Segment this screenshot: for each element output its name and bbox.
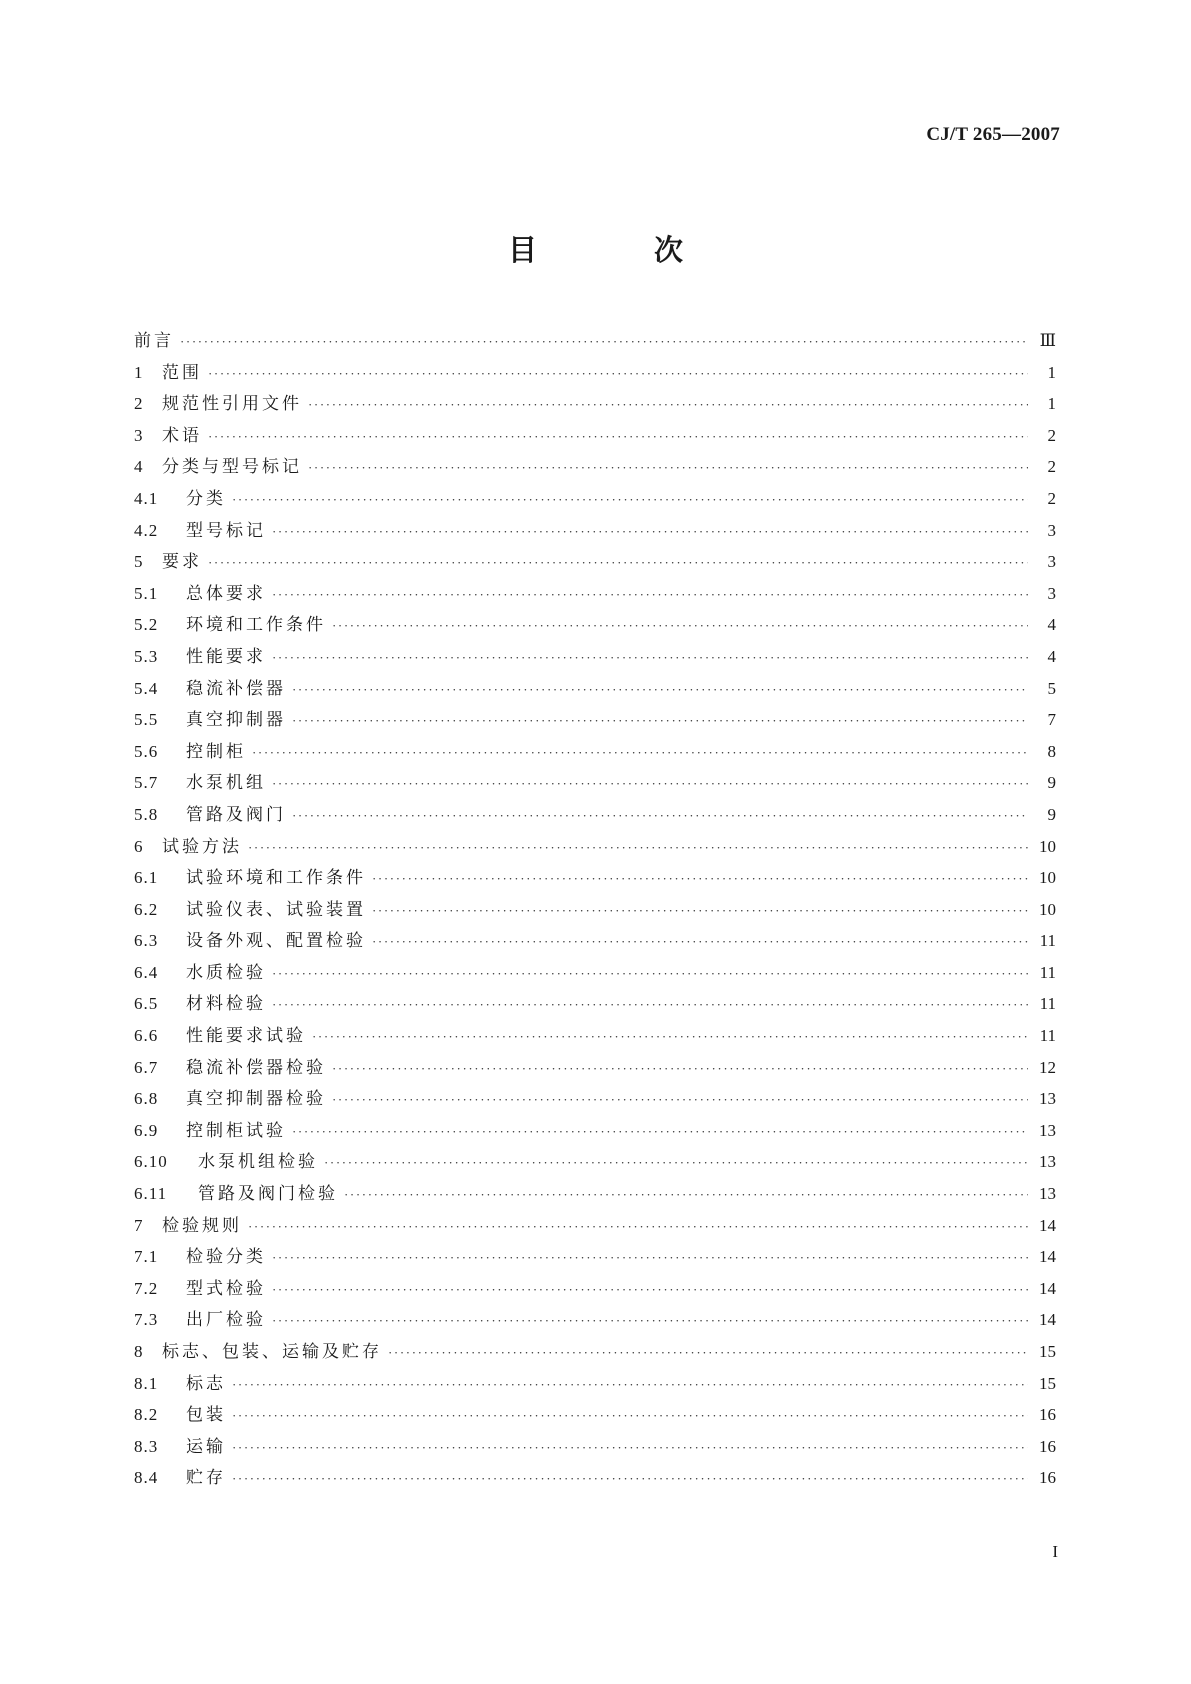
dot-leader [208, 366, 1028, 382]
toc-entry-number: 6.5 [134, 994, 159, 1014]
toc-entry[interactable] [134, 768, 1056, 800]
toc-entry-page: 8 [1047, 741, 1056, 761]
dot-leader [208, 555, 1028, 571]
dot-leader [344, 1187, 1028, 1203]
toc-entry-title: 控制柜试验 [186, 1120, 286, 1141]
dot-leader [232, 1440, 1028, 1456]
toc-entry-title: 型式检验 [186, 1278, 266, 1299]
toc-entry-title: 规范性引用文件 [162, 394, 302, 415]
toc-entry[interactable] [134, 1274, 1056, 1306]
dot-leader [372, 934, 1028, 950]
toc-entry-title: 材料检验 [186, 994, 266, 1015]
toc-entry-page: 13 [1039, 1120, 1056, 1140]
toc-entry-number: 5.3 [134, 646, 159, 666]
toc-entry-title: 术语 [162, 425, 202, 446]
toc-entry-number: 7.1 [134, 1247, 159, 1267]
toc-entry-page: 2 [1047, 488, 1056, 508]
toc-entry-number: 6.10 [134, 1152, 168, 1172]
toc-entry-page: 10 [1039, 899, 1056, 919]
toc-entry-title: 型号标记 [186, 520, 266, 541]
toc-entry[interactable] [134, 1211, 1056, 1243]
dot-leader [308, 397, 1028, 413]
toc-entry-title: 控制柜 [186, 741, 246, 762]
toc-entry[interactable] [134, 1305, 1056, 1337]
toc-entry-title: 试验环境和工作条件 [186, 868, 366, 889]
toc-entry-page: 4 [1047, 615, 1056, 635]
toc-entry-page: 4 [1047, 646, 1056, 666]
toc-entry-number: 7.3 [134, 1310, 159, 1330]
page-number: I [1052, 1542, 1058, 1561]
toc-entry-page: 3 [1047, 583, 1056, 603]
dot-leader [272, 1313, 1028, 1329]
toc-entry-title: 标志 [186, 1373, 226, 1394]
toc-entry-number: 5.1 [134, 583, 159, 603]
toc-entry[interactable] [134, 389, 1056, 421]
toc-entry[interactable] [134, 1116, 1056, 1148]
dot-leader [232, 1471, 1028, 1487]
toc-entry-page: 12 [1039, 1057, 1056, 1077]
toc-entry-page: 14 [1039, 1247, 1056, 1267]
toc-entry[interactable] [134, 958, 1056, 990]
toc-entry-title: 水质检验 [186, 962, 266, 983]
toc-entry-page: 14 [1039, 1215, 1056, 1235]
toc-entry[interactable] [134, 832, 1056, 864]
toc-entry-page: Ⅲ [1039, 331, 1056, 350]
toc-entry-title: 试验仪表、试验装置 [186, 899, 366, 920]
dot-leader [232, 1408, 1028, 1424]
toc-entry-page: 1 [1047, 362, 1056, 382]
toc-entry-page: 14 [1039, 1310, 1056, 1330]
toc-entry-page: 15 [1039, 1342, 1056, 1361]
toc-entry[interactable] [134, 1179, 1056, 1211]
dot-leader [248, 1219, 1028, 1235]
toc-entry[interactable] [134, 610, 1056, 642]
toc-entry-title: 分类与型号标记 [162, 457, 302, 478]
toc-entry-number: 8.4 [134, 1468, 159, 1488]
toc-entry[interactable] [134, 326, 1056, 358]
dot-leader [232, 1377, 1028, 1393]
toc-entry-number: 7 [134, 1215, 144, 1235]
dot-leader [232, 492, 1028, 508]
toc-entry[interactable] [134, 1021, 1056, 1053]
toc-entry-number: 5 [134, 552, 144, 572]
toc-entry-page: 9 [1047, 804, 1056, 824]
dot-leader [388, 1345, 1028, 1361]
dot-leader [332, 1092, 1028, 1108]
toc-entry-number: 6.3 [134, 931, 159, 951]
toc-entry-number: 6.11 [134, 1184, 168, 1204]
dot-leader [208, 429, 1028, 445]
toc-entry-page: 11 [1039, 962, 1056, 982]
toc-entry-title: 运输 [186, 1436, 226, 1457]
toc-entry-number: 6.6 [134, 1026, 159, 1046]
toc-entry-number: 6 [134, 836, 144, 856]
toc-entry-title: 要求 [162, 552, 202, 573]
toc-entry-page: 11 [1039, 931, 1056, 951]
toc-entry-page: 16 [1039, 1405, 1056, 1425]
toc-entry[interactable] [134, 1147, 1056, 1179]
toc-entry[interactable] [134, 579, 1056, 611]
dot-leader [372, 903, 1028, 919]
dot-leader [272, 650, 1028, 666]
dot-leader [252, 745, 1028, 761]
dot-leader [372, 871, 1028, 887]
toc-entry-page: 11 [1039, 994, 1056, 1014]
toc-entry-number: 3 [134, 425, 144, 445]
toc-entry-title: 水泵机组检验 [198, 1152, 318, 1173]
dot-leader [324, 1155, 1028, 1171]
toc-entry-page: 10 [1039, 868, 1056, 888]
toc-entry-page: 2 [1047, 425, 1056, 445]
toc-entry-page: 1 [1047, 394, 1056, 414]
toc-entry-title: 管路及阀门检验 [198, 1184, 338, 1205]
toc-entry-title: 包装 [186, 1405, 226, 1426]
toc-entry[interactable] [134, 926, 1056, 958]
dot-leader [292, 1124, 1028, 1140]
toc-entry-page: 3 [1047, 552, 1056, 572]
page-title: 目 次 [507, 233, 727, 267]
toc-entry-page: 16 [1039, 1468, 1056, 1488]
toc-entry-page: 13 [1039, 1184, 1056, 1204]
toc-entry-number: 7.2 [134, 1278, 159, 1298]
toc-entry-number: 5.5 [134, 710, 159, 730]
toc-entry[interactable] [134, 421, 1056, 453]
toc-entry[interactable] [134, 1369, 1056, 1401]
toc-entry[interactable] [134, 737, 1056, 769]
toc-entry-number: 5.8 [134, 804, 159, 824]
toc-entry-title: 真空抑制器 [186, 710, 286, 731]
toc-entry-page: 13 [1039, 1089, 1056, 1109]
dot-leader [248, 840, 1028, 856]
dot-leader [272, 1282, 1028, 1298]
toc-entry-title: 环境和工作条件 [186, 615, 326, 636]
toc-entry-title: 稳流补偿器 [186, 678, 286, 699]
toc-entry[interactable] [134, 1084, 1056, 1116]
toc-entry-title: 检验分类 [186, 1247, 266, 1268]
dot-leader [180, 334, 1028, 350]
toc-entry-page: 15 [1039, 1373, 1056, 1393]
toc-entry-page: 5 [1047, 678, 1056, 698]
toc-entry-title: 试验方法 [162, 836, 242, 857]
toc-entry-title: 稳流补偿器检验 [186, 1057, 326, 1078]
toc-entry[interactable] [134, 452, 1056, 484]
toc-entry-title: 真空抑制器检验 [186, 1089, 326, 1110]
toc-entry[interactable] [134, 863, 1056, 895]
toc-entry-number: 1 [134, 362, 144, 382]
toc-entry-page: 2 [1047, 457, 1056, 477]
toc-entry-number: 6.4 [134, 962, 159, 982]
toc-entry-title: 分类 [186, 488, 226, 509]
toc-entry-title: 前言 [134, 331, 174, 351]
toc-entry[interactable] [134, 642, 1056, 674]
toc-entry[interactable] [134, 705, 1056, 737]
toc-entry-title: 范围 [162, 362, 202, 383]
toc-entry-title: 水泵机组 [186, 773, 266, 794]
toc-entry[interactable] [134, 895, 1056, 927]
table-of-contents [134, 326, 1056, 1495]
dot-leader [332, 618, 1028, 634]
dot-leader [272, 524, 1028, 540]
dot-leader [272, 966, 1028, 982]
toc-entry-title: 设备外观、配置检验 [186, 931, 366, 952]
toc-entry-page: 10 [1039, 836, 1056, 856]
dot-leader [292, 682, 1028, 698]
toc-entry[interactable] [134, 1463, 1056, 1495]
toc-entry-number: 5.6 [134, 741, 159, 761]
dot-leader [308, 460, 1028, 476]
toc-entry-number: 6.8 [134, 1089, 159, 1109]
toc-entry[interactable] [134, 547, 1056, 579]
toc-entry-number: 8 [134, 1342, 144, 1361]
toc-entry-number: 4.1 [134, 488, 159, 508]
dot-leader [272, 776, 1028, 792]
toc-entry[interactable] [134, 484, 1056, 516]
toc-entry-number: 4.2 [134, 520, 159, 540]
toc-entry[interactable] [134, 1432, 1056, 1464]
toc-entry-page: 14 [1039, 1278, 1056, 1298]
toc-entry[interactable] [134, 674, 1056, 706]
toc-entry-number: 8.1 [134, 1373, 159, 1393]
toc-entry-page: 3 [1047, 520, 1056, 540]
toc-entry-title: 管路及阀门 [186, 804, 286, 825]
toc-entry-title: 贮存 [186, 1468, 226, 1489]
toc-entry-page: 9 [1047, 773, 1056, 793]
dot-leader [332, 1061, 1028, 1077]
toc-entry-number: 2 [134, 394, 144, 414]
toc-entry-page: 11 [1039, 1026, 1056, 1046]
dot-leader [292, 713, 1028, 729]
toc-entry-title: 总体要求 [186, 583, 266, 604]
toc-entry-page: 16 [1039, 1436, 1056, 1456]
toc-entry-title: 性能要求 [186, 646, 266, 667]
toc-entry[interactable] [134, 800, 1056, 832]
toc-entry[interactable] [134, 1337, 1056, 1369]
toc-entry[interactable] [134, 516, 1056, 548]
toc-entry-number: 4 [134, 457, 144, 477]
toc-entry-title: 检验规则 [162, 1215, 242, 1236]
toc-entry-number: 8.2 [134, 1405, 159, 1425]
toc-entry-page: 13 [1039, 1152, 1056, 1172]
toc-entry[interactable] [134, 989, 1056, 1021]
toc-entry-page: 7 [1047, 710, 1056, 730]
dot-leader [272, 1250, 1028, 1266]
dot-leader [312, 1029, 1028, 1045]
toc-entry-number: 5.7 [134, 773, 159, 793]
toc-entry[interactable] [134, 1053, 1056, 1085]
toc-entry-number: 6.1 [134, 868, 159, 888]
toc-entry-number: 5.4 [134, 678, 159, 698]
toc-entry-number: 6.7 [134, 1057, 159, 1077]
dot-leader [292, 808, 1028, 824]
toc-entry[interactable] [134, 1242, 1056, 1274]
toc-entry-number: 6.9 [134, 1120, 159, 1140]
toc-entry-title: 出厂检验 [186, 1310, 266, 1331]
standard-code: CJ/T 265—2007 [926, 124, 1060, 145]
dot-leader [272, 997, 1028, 1013]
toc-entry-number: 6.2 [134, 899, 159, 919]
toc-entry-number: 8.3 [134, 1436, 159, 1456]
dot-leader [272, 587, 1028, 603]
toc-entry[interactable] [134, 1400, 1056, 1432]
toc-entry-title: 性能要求试验 [186, 1026, 306, 1047]
toc-entry[interactable] [134, 358, 1056, 390]
toc-entry-title: 标志、包装、运输及贮存 [162, 1342, 382, 1362]
toc-entry-number: 5.2 [134, 615, 159, 635]
